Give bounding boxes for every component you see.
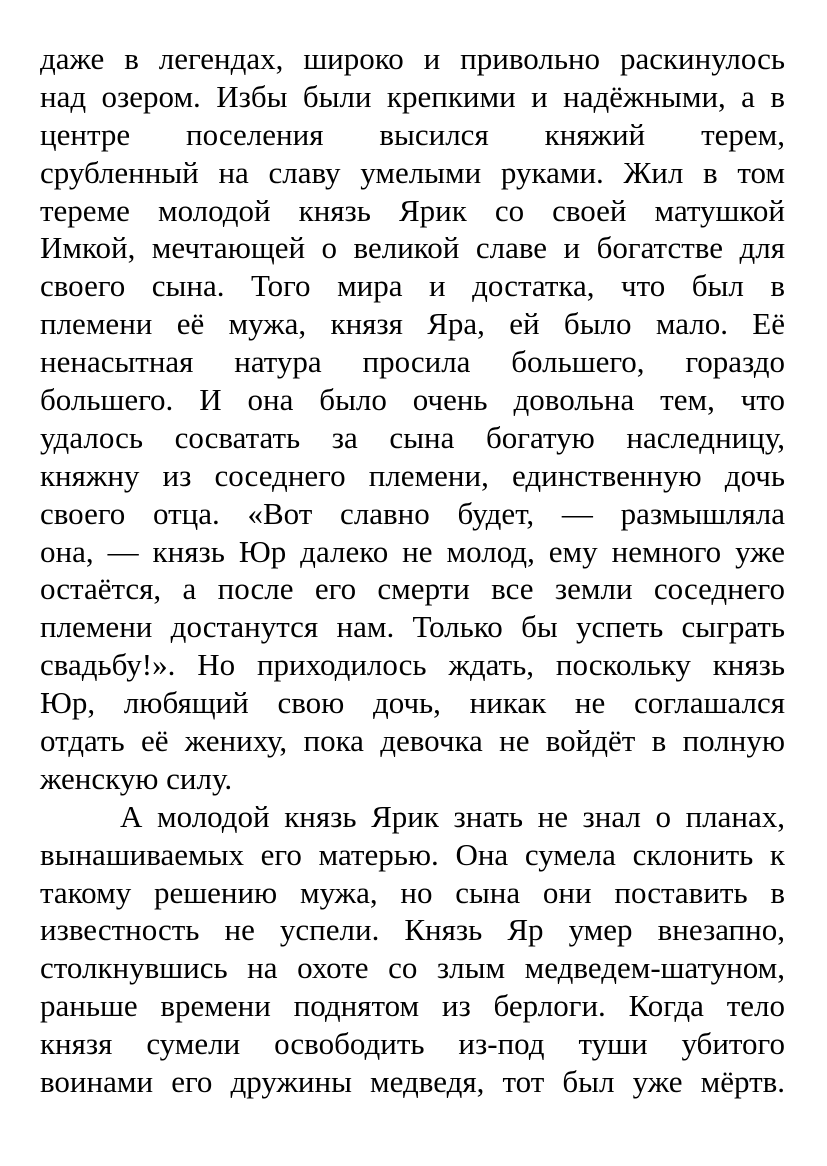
text-line: тереме молодой князь Ярик со своей матушкой [40, 192, 785, 228]
text-line: удалось сосватать за сына богатую наследницу, [40, 419, 785, 455]
text-line: Имкой, мечтающей о великой славе и богатстве для [40, 230, 785, 266]
text-line: Юр, любящий свою дочь, никак не соглашался [40, 685, 785, 721]
text-line: центре поселения высился княжий терем, [40, 116, 785, 152]
document-page [40, 40, 785, 1101]
text-line: женскую силу. [40, 760, 233, 796]
text-line: свадьбу!». Но приходилось ждать, поскольку князь [40, 647, 785, 683]
text-line: А молодой князь Ярик знать не знал о планах, [120, 798, 785, 834]
text-line: княжну из соседнего племени, единственную дочь [40, 457, 785, 493]
text-line: остаётся, а после его смерти все земли соседнего [40, 571, 785, 607]
text-line: племени достанутся нам. Только бы успеть сыграть [40, 609, 785, 645]
text-line: даже в легендах, широко и привольно раскинулось [40, 41, 785, 76]
text-line: ненасытная натура просила большего, гораздо [40, 344, 785, 380]
text-line: вынашиваемых его матерью. Она сумела склонить к [40, 836, 785, 872]
text-line: своего сына. Того мира и достатка, что был в [40, 268, 785, 304]
paragraph-2 [40, 798, 785, 1101]
text-line: князя сумели освободить из-под туши убитого [40, 1026, 785, 1062]
text-line: столкнувшись на охоте со злым медведем-шатуном, [40, 950, 785, 986]
text-line: большего. И она было очень довольна тем, что [40, 382, 785, 418]
text-line: отдать её жениху, пока девочка не войдёт в полную [40, 723, 785, 759]
text-line: раньше времени поднятом из берлоги. Когда тело [40, 988, 785, 1024]
text-line: своего отца. «Вот славно будет, — размышляла [40, 495, 785, 531]
text-line: племени её мужа, князя Яра, ей было мало. Её [40, 306, 785, 342]
text-line: известность не успели. Князь Яр умер внезапно, [40, 912, 785, 948]
paragraph-1 [40, 40, 785, 798]
text-line: над озером. Избы были крепкими и надёжными, а в [40, 78, 785, 114]
text-line: она, — князь Юр далеко не молод, ему немного уже [40, 533, 785, 569]
text-line: такому решению мужа, но сына они поставить в [40, 874, 785, 910]
text-line: воинами его дружины медведя, тот был уже мёртв. [40, 1064, 785, 1100]
text-line: срубленный на славу умелыми руками. Жил в том [40, 154, 785, 190]
